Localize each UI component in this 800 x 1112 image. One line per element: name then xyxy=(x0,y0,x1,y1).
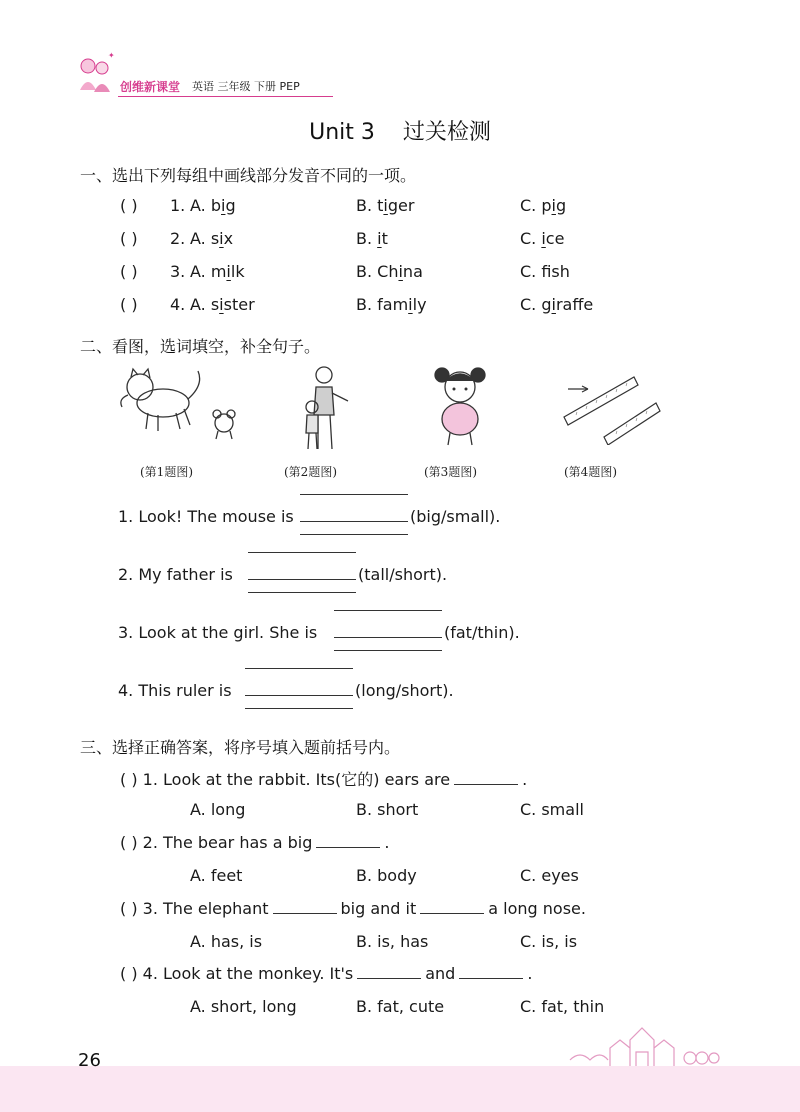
answer-paren[interactable]: ( ) xyxy=(120,899,138,918)
writing-line xyxy=(248,552,356,553)
question-number: 2. xyxy=(170,229,186,248)
writing-line xyxy=(245,708,353,709)
s3-q2: ( ) 2. The bear has a big . xyxy=(120,833,390,852)
answer-blank[interactable] xyxy=(459,964,523,979)
option-c: C. fat, thin xyxy=(520,997,605,1016)
option-b: B. tiger xyxy=(356,196,415,215)
s3-q4: ( ) 4. Look at the monkey. It's and . xyxy=(120,964,533,983)
option-b: B. fat, cute xyxy=(356,997,445,1016)
book-subject: 英语 三年级 下册 PEP xyxy=(192,80,300,93)
option-c: C. pig xyxy=(520,196,567,215)
option-b: B. family xyxy=(356,295,427,314)
answer-blank[interactable] xyxy=(420,899,484,914)
footer-band xyxy=(0,1066,800,1112)
answer-paren[interactable]: ( ) xyxy=(120,229,138,248)
question-text: 4. Look at the monkey. It's xyxy=(142,964,354,983)
castle-decoration-icon xyxy=(560,1018,720,1068)
answer-blank[interactable] xyxy=(357,964,421,979)
section-3-heading: 三、选择正确答案，将序号填入题前括号内。 xyxy=(80,738,401,757)
father-and-child-picture xyxy=(296,365,360,453)
writing-line xyxy=(245,668,353,669)
option-a: A. has, is xyxy=(190,932,263,951)
kids-logo-icon xyxy=(72,50,118,98)
header-divider xyxy=(118,96,333,97)
answer-paren[interactable]: ( ) xyxy=(120,964,138,983)
answer-paren[interactable]: ( ) xyxy=(120,262,138,281)
answer-paren[interactable]: ( ) xyxy=(120,196,138,215)
writing-line xyxy=(300,534,408,535)
page-title: Unit 3 过关检测 xyxy=(309,120,491,145)
question-text: 2. The bear has a big xyxy=(142,833,313,852)
option-c: C. fsh xyxy=(520,262,570,281)
question-number: 3. xyxy=(170,262,186,281)
answer-blank[interactable] xyxy=(454,770,518,785)
answer-blank[interactable] xyxy=(273,899,337,914)
option-a: A. sister xyxy=(190,295,255,314)
s2-sentence-3: 3. Look at the girl. She is xyxy=(118,623,318,642)
section-2-heading: 二、看图，选词填空，补全句子。 xyxy=(80,337,321,356)
writing-line xyxy=(248,592,356,593)
s2-sentence-2: 2. My father is xyxy=(118,565,233,584)
page-number: 26 xyxy=(78,1050,101,1071)
option-c: C. is, is xyxy=(520,932,578,951)
writing-line xyxy=(334,610,442,611)
option-hint: (big/small). xyxy=(410,507,501,526)
answer-blank[interactable] xyxy=(248,579,356,580)
brand-name: 创维新课堂 xyxy=(120,80,181,94)
option-b: B. body xyxy=(356,866,417,885)
option-hint: (tall/short). xyxy=(358,565,448,584)
option-c: C. ice xyxy=(520,229,565,248)
answer-blank[interactable] xyxy=(300,521,408,522)
option-b: B. it xyxy=(356,229,388,248)
cat-and-mouse-picture xyxy=(118,365,248,445)
writing-line xyxy=(300,494,408,495)
s3-q1: ( ) 1. Look at the rabbit. Its(它的) ears are . xyxy=(120,770,528,789)
question-number: 1. xyxy=(170,196,186,215)
answer-blank[interactable] xyxy=(334,637,442,638)
option-b: B. is, has xyxy=(356,932,429,951)
answer-paren[interactable]: ( ) xyxy=(120,295,138,314)
figure-caption: (第3题图) xyxy=(424,465,477,479)
option-a: A. feet xyxy=(190,866,243,885)
option-a: A. long xyxy=(190,800,246,819)
section-1-heading: 一、选出下列每组中画线部分发音不同的一项。 xyxy=(80,166,417,185)
girl-picture xyxy=(432,365,488,447)
option-b: B. short xyxy=(356,800,419,819)
question-number: 4. xyxy=(170,295,186,314)
option-c: C. small xyxy=(520,800,584,819)
s2-sentence-4: 4. This ruler is xyxy=(118,681,232,700)
s2-sentence-1: 1. Look! The mouse is xyxy=(118,507,294,526)
option-c: C. giraffe xyxy=(520,295,594,314)
answer-blank[interactable] xyxy=(245,695,353,696)
answer-paren[interactable]: ( ) xyxy=(120,833,138,852)
question-text: 3. The elephant xyxy=(142,899,269,918)
option-c: C. eyes xyxy=(520,866,579,885)
question-text: 1. Look at the rabbit. Its(它的) ears are xyxy=(142,770,451,789)
answer-paren[interactable]: ( ) xyxy=(120,770,138,789)
option-hint: (fat/thin). xyxy=(444,623,520,642)
s3-q3: ( ) 3. The elephant big and it a long nose. xyxy=(120,899,586,918)
writing-line xyxy=(334,650,442,651)
option-a: A. short, long xyxy=(190,997,297,1016)
option-a: A. six xyxy=(190,229,234,248)
option-b: B. China xyxy=(356,262,423,281)
answer-blank[interactable] xyxy=(316,833,380,848)
option-hint: (long/short). xyxy=(355,681,454,700)
figure-caption: (第1题图) xyxy=(140,465,193,479)
option-a: A. big xyxy=(190,196,236,215)
figure-caption: (第4题图) xyxy=(564,465,617,479)
svg-text:✦: ✦ xyxy=(108,51,115,60)
rulers-picture xyxy=(562,365,662,445)
figure-caption: (第2题图) xyxy=(284,465,337,479)
option-a: A. milk xyxy=(190,262,245,281)
